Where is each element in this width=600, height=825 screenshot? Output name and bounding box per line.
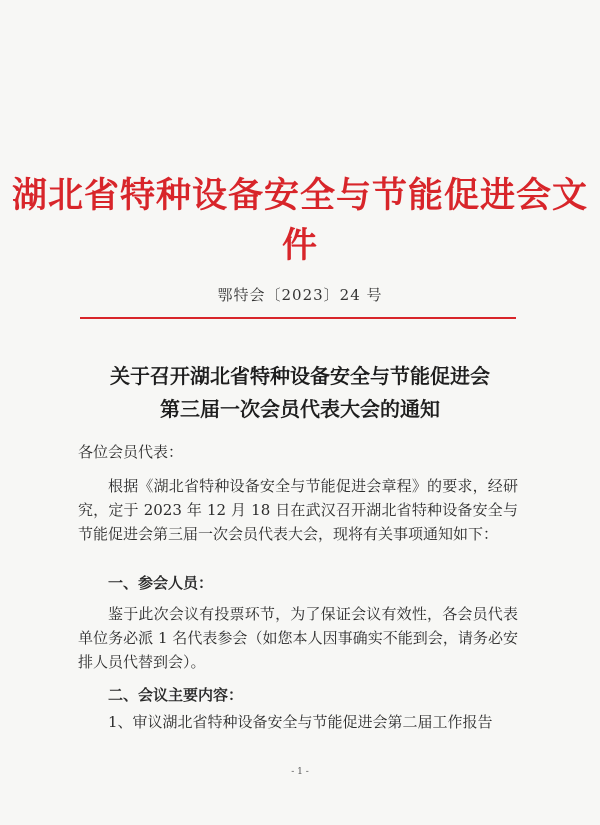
salutation: 各位会员代表： — [78, 443, 184, 461]
red-divider-line — [80, 317, 516, 319]
paragraph-attendees: 鉴于此次会议有投票环节，为了保证会议有效性，各会员代表单位务必派 1 名代表参会（如您本人因事确实不能到会，请务必安排人员代替到会）。 — [78, 605, 518, 671]
section-heading-agenda: 二、会议主要内容： — [108, 686, 244, 704]
paragraph-intro: 根据《湖北省特种设备安全与节能促进会章程》的要求，经研究，定于 2023 年 12 月 18 日在武汉召开湖北省特种设备安全与节能促进会第三届一次会员代表大会，现将有关事项通知如下： — [78, 477, 518, 543]
page-number: - 1 - — [291, 767, 309, 777]
notice-title — [0, 360, 600, 426]
section-heading-attendees: 一、参会人员： — [108, 574, 214, 592]
org-header-title: 湖北省特种设备安全与节能促进会文件 — [11, 175, 588, 266]
document-number: 鄂特会〔2023〕24 号 — [217, 286, 383, 304]
notice-title-line-1: 关于召开湖北省特种设备安全与节能促进会 — [110, 364, 490, 388]
agenda-item-1: 1、审议湖北省特种设备安全与节能促进会第二届工作报告 — [108, 713, 493, 731]
notice-title-line-2: 第三届一次会员代表大会的通知 — [160, 397, 440, 421]
